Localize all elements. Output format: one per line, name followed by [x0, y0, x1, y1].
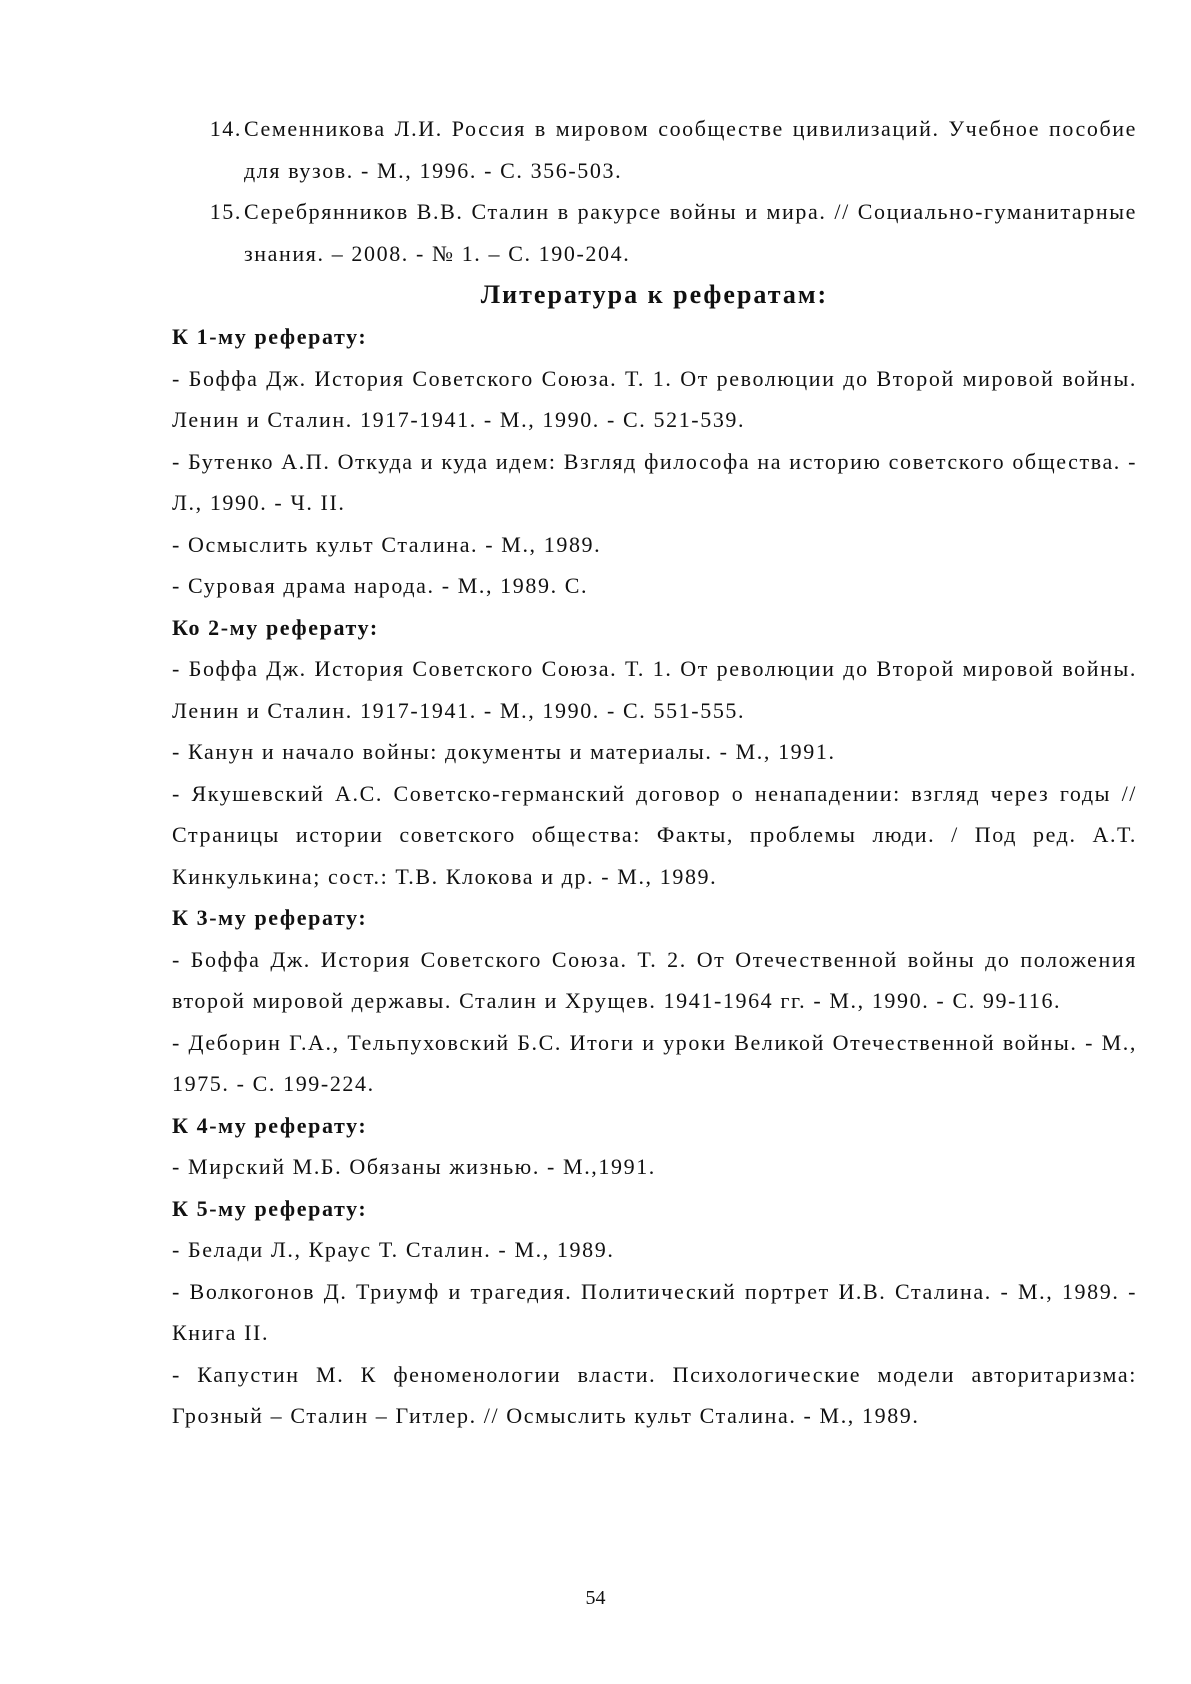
section-title: К 5-му реферату: [172, 1195, 368, 1221]
reference-entry: - Канун и начало войны: документы и материалы. - М., 1991. [172, 739, 836, 764]
reference-entry: - Суровая драма народа. - М., 1989. С. [172, 573, 589, 598]
section-title: Ко 2-му реферату: [172, 614, 379, 640]
reference-entry: - Капустин М. К феноменологии власти. Психологические модели авторитаризма: Грозный – Сталин – Гитлер. // Осмыслить культ Сталина. - М., 1989. [172, 1361, 1137, 1428]
section-report-2 [172, 607, 1137, 898]
page-content [172, 108, 1137, 1437]
reference-entry: - Бутенко А.П. Откуда и куда идем: Взгляд философа на историю советского общества. - Л., 1990. - Ч. II. [172, 448, 1137, 515]
reference-entry: - Якушевский А.С. Советско-германский договор о ненападении: взгляд через годы // Страницы истории советского общества: Факты, проблемы люди. / Под ред. А.Т. Кинкулькина; сост.: Т.В. Клокова и др. - М., 1989. [172, 780, 1137, 889]
item-number: 14. [209, 116, 242, 141]
section-title: К 4-му реферату: [172, 1112, 368, 1138]
item-text: Семенникова Л.И. Россия в мировом сообществе цивилизаций. Учебное пособие для вузов. - М., 1996. - С. 356-503. [244, 116, 1137, 183]
reference-entry: - Мирский М.Б. Обязаны жизнью. - М.,1991. [172, 1154, 656, 1179]
reference-entry: - Деборин Г.А., Тельпуховский Б.С. Итоги и уроки Великой Отечественной войны. - М., 1975. - С. 199-224. [172, 1029, 1137, 1096]
bibliography-item-14 [172, 108, 1137, 191]
item-number: 15. [209, 199, 242, 224]
section-report-3 [172, 897, 1137, 1105]
section-title: К 1-му реферату: [172, 324, 368, 349]
page-number: 54 [585, 1587, 606, 1609]
reference-entry: - Волкогонов Д. Триумф и трагедия. Политический портрет И.В. Сталина. - М., 1989. - Книга II. [172, 1278, 1137, 1345]
reference-entry: - Белади Л., Краус Т. Сталин. - М., 1989. [172, 1237, 615, 1262]
reference-entry: - Боффа Дж. История Советского Союза. Т. 1. От революции до Второй мировой войны. Ленин и Сталин. 1917-1941. - М., 1990. - С. 521-539. [172, 365, 1137, 432]
item-text: Серебрянников В.В. Сталин в ракурсе войны и мира. // Социально-гуманитарные знания. – 2008. - № 1. – С. 190-204. [244, 199, 1137, 266]
section-title: К 3-му реферату: [172, 905, 368, 930]
section-report-5 [172, 1188, 1137, 1437]
section-heading: Литература к рефератам: [480, 280, 829, 309]
reference-entry: - Боффа Дж. История Советского Союза. Т. 1. От революции до Второй мировой войны. Ленин и Сталин. 1917-1941. - М., 1990. - С. 551-555. [172, 656, 1137, 723]
section-report-1 [172, 316, 1137, 607]
bibliography-item-15 [172, 191, 1137, 274]
reference-entry: - Боффа Дж. История Советского Союза. Т. 2. От Отечественной войны до положения второй мировой державы. Сталин и Хрущев. 1941-1964 гг. - М., 1990. - С. 99-116. [172, 946, 1137, 1013]
reference-entry: - Осмыслить культ Сталина. - М., 1989. [172, 531, 602, 557]
section-report-4 [172, 1105, 1137, 1188]
